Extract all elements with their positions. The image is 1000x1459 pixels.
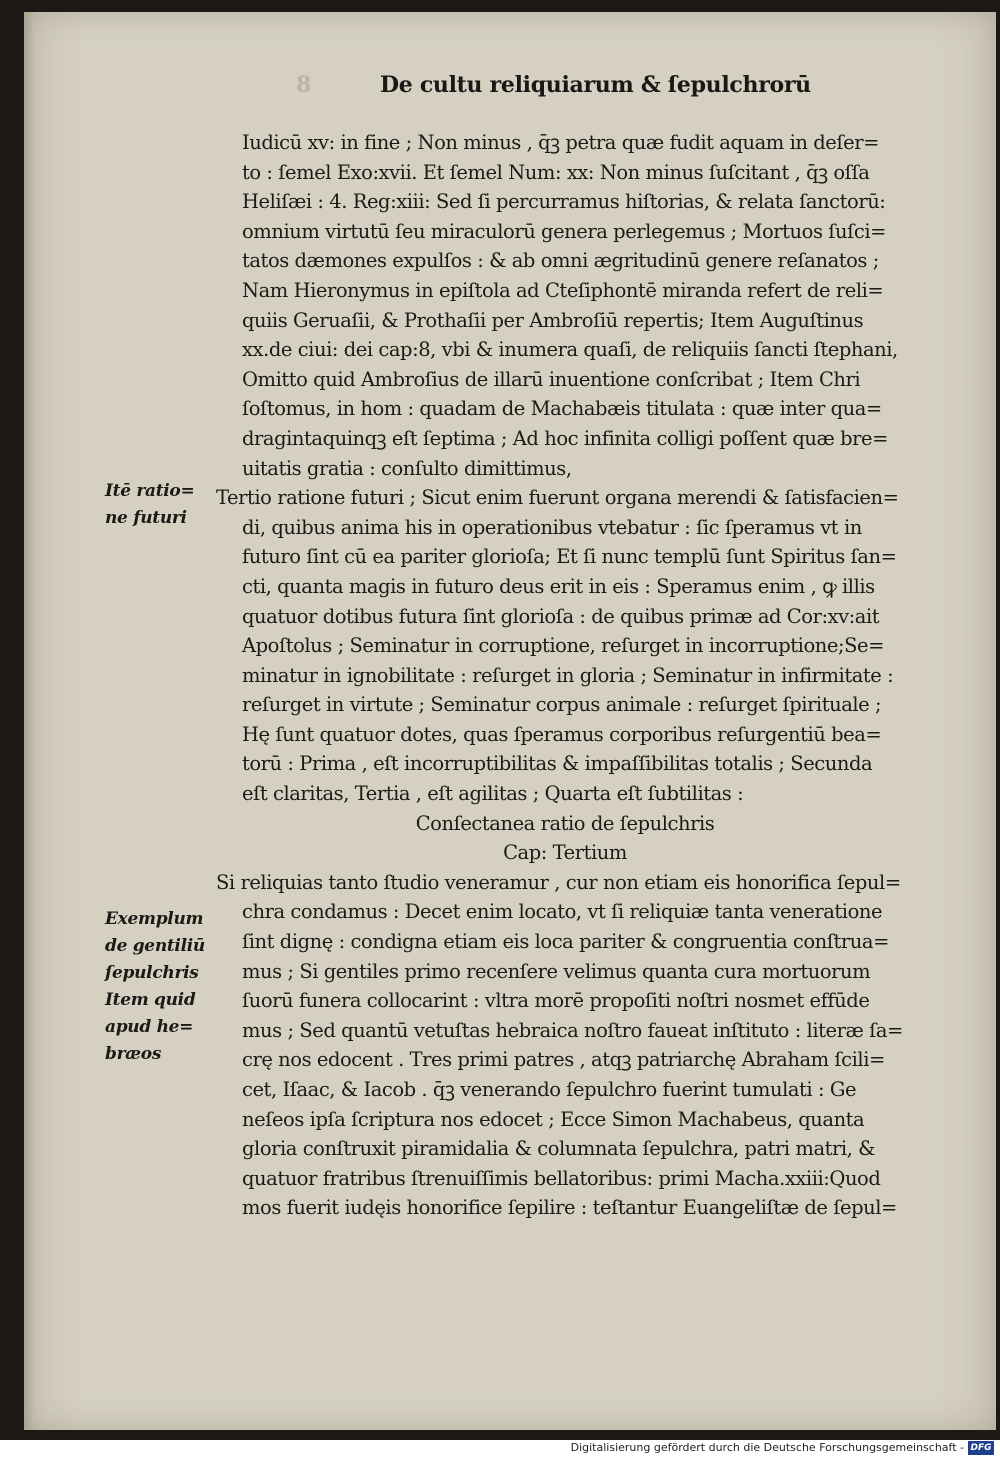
text-line: torū : Prima , eſt incorruptibilitas & impaſſibilitas totalis ; Secunda xyxy=(242,752,873,776)
dfg-logo-icon: DFG xyxy=(968,1441,994,1455)
text-line: ſint dignę : condigna etiam eis loca pariter & congruentia conſtrua= xyxy=(242,930,889,954)
text-line: ſuorū funera collocarint : vltra morē propoſiti noſtri nosmet effūde xyxy=(242,989,870,1013)
marginal-note-line: Itē ratio= xyxy=(105,481,195,501)
marginal-note-line: apud he= xyxy=(105,1017,194,1037)
text-line: xx.de ciui: dei cap:8, vbi & inumera quaſi, de reliquiis ſancti ſtephani, xyxy=(242,338,898,362)
text-line: mus ; Si gentiles primo recenſere velimus quanta cura mortuorum xyxy=(242,959,871,983)
text-line: gloria conſtruxit piramidalia & columnata ſepulchra, patri matri, & xyxy=(242,1137,876,1161)
text-line: tatos dæmones expulſos : & ab omni ægritudinū genere reſanatos ; xyxy=(242,249,879,273)
chapter-heading: Conſectanea ratio de ſepulchris xyxy=(415,811,715,835)
text-line: uitatis gratia : conſulto dimittimus, xyxy=(242,456,572,480)
text-line: minatur in ignobilitate : reſurget in gloria ; Seminatur in infirmitate : xyxy=(242,663,894,687)
text-line: Tertio ratione futuri ; Sicut enim fuerunt organa merendi & ſatisfacien= xyxy=(216,486,899,510)
text-line: ſoſtomus, in hom : quadam de Machabæis titulata : quæ inter qua= xyxy=(242,397,882,421)
text-line: crę nos edocent . Tres primi patres , atqꝫ patriarchę Abraham ſcili= xyxy=(242,1048,885,1072)
text-line: reſurget in virtute ; Seminatur corpus animale : reſurget ſpirituale ; xyxy=(242,693,882,717)
text-line: quatuor dotibus futura ſint glorioſa : de quibus primæ ad Cor:xv:ait xyxy=(242,604,880,628)
marginal-note-exemplum xyxy=(105,906,205,1068)
text-line: Heliſæi : 4. Reg:xiii: Sed ſi percurramus hiſtorias, & relata ſanctorū: xyxy=(242,190,886,214)
text-line: neſeos ipſa ſcriptura nos edocet ; Ecce Simon Machabeus, quanta xyxy=(242,1107,865,1131)
text-line: chra condamus : Decet enim locato, vt ſi reliquiæ tanta veneratione xyxy=(242,900,883,924)
marginal-note-line: de gentiliū xyxy=(105,936,205,956)
page-number-bleed: 8 xyxy=(296,72,312,98)
text-line: omnium virtutū ſeu miraculorū genera perlegemus ; Mortuos ſuſci= xyxy=(242,219,887,243)
marginal-note-line: Item quid xyxy=(105,990,196,1010)
text-line: eſt claritas, Tertia , eſt agilitas ; Quarta eſt ſubtilitas : xyxy=(242,782,744,806)
marginal-note-line: ſepulchris xyxy=(105,963,199,983)
text-line: Nam Hieronymus in epiſtola ad Cteſiphontē miranda refert de reli= xyxy=(242,278,884,302)
text-line: cti, quanta magis in futuro deus erit in eis : Speramus enim , ꝙ illis xyxy=(242,574,875,598)
text-line: cet, Iſaac, & Iacob . q̄ꝫ venerando ſepulchro fuerint tumulati : Ge xyxy=(242,1078,857,1101)
text-line: di, quibus anima his in operationibus vtebatur : ſic ſperamus vt in xyxy=(242,515,862,539)
text-line: dragintaquinqꝫ eſt ſeptima ; Ad hoc infinita colligi poſſent quæ bre= xyxy=(242,426,889,450)
text-line: quiis Geruaſii, & Prothaſii per Ambroſiū repertis; Item Auguſtinus xyxy=(242,308,864,332)
chapter-number: Cap: Tertium xyxy=(503,841,627,865)
text-line: to : ſemel Exo:xvii. Et ſemel Num: xx: Non minus ſuſcitant , q̄ꝫ oſſa xyxy=(242,160,870,184)
text-line: mus ; Sed quantū vetuſtas hebraica noſtro faueat inſtituto : literæ ſa= xyxy=(242,1018,903,1042)
marginal-note-line: bræos xyxy=(105,1044,162,1064)
text-line: Hę ſunt quatuor dotes, quas ſperamus corporibus reſurgentiū bea= xyxy=(242,722,882,746)
body-text xyxy=(190,128,940,1223)
text-line: Iudicū xv: in fine ; Non minus , q̄ꝫ petra quæ fudit aquam in deſer= xyxy=(242,131,879,154)
text-line: Omitto quid Ambroſius de illarū inuentione conſcribat ; Item Chri xyxy=(242,367,861,391)
text-line: futuro ſint cū ea pariter glorioſa; Et ſi nunc templū ſunt Spiritus ſan= xyxy=(242,545,897,569)
text-line: Apoſtolus ; Seminatur in corruptione, reſurget in incorruptione;Se= xyxy=(242,634,884,658)
page-gutter xyxy=(24,12,34,1430)
running-head: De cultu reliquiarum & ſepulchrorū xyxy=(380,72,811,98)
marginal-note-ratio-futuri xyxy=(105,478,194,532)
footer-credit: Digitalisierung gefördert durch die Deutsche Forschungsgemeinschaft - xyxy=(570,1441,964,1454)
text-line: quatuor fratribus ſtrenuiſſimis bellatoribus: primi Macha.xxiii:Quod xyxy=(242,1166,881,1190)
text-line: Si reliquias tanto ſtudio veneramur , cur non etiam eis honorifica ſepul= xyxy=(216,870,901,894)
marginal-note-line: ne futuri xyxy=(105,508,187,528)
marginal-note-line: Exemplum xyxy=(105,909,204,929)
text-line: mos fuerit iudęis honorifice ſepilire : teſtantur Euangeliſtæ de ſepul= xyxy=(242,1196,897,1220)
